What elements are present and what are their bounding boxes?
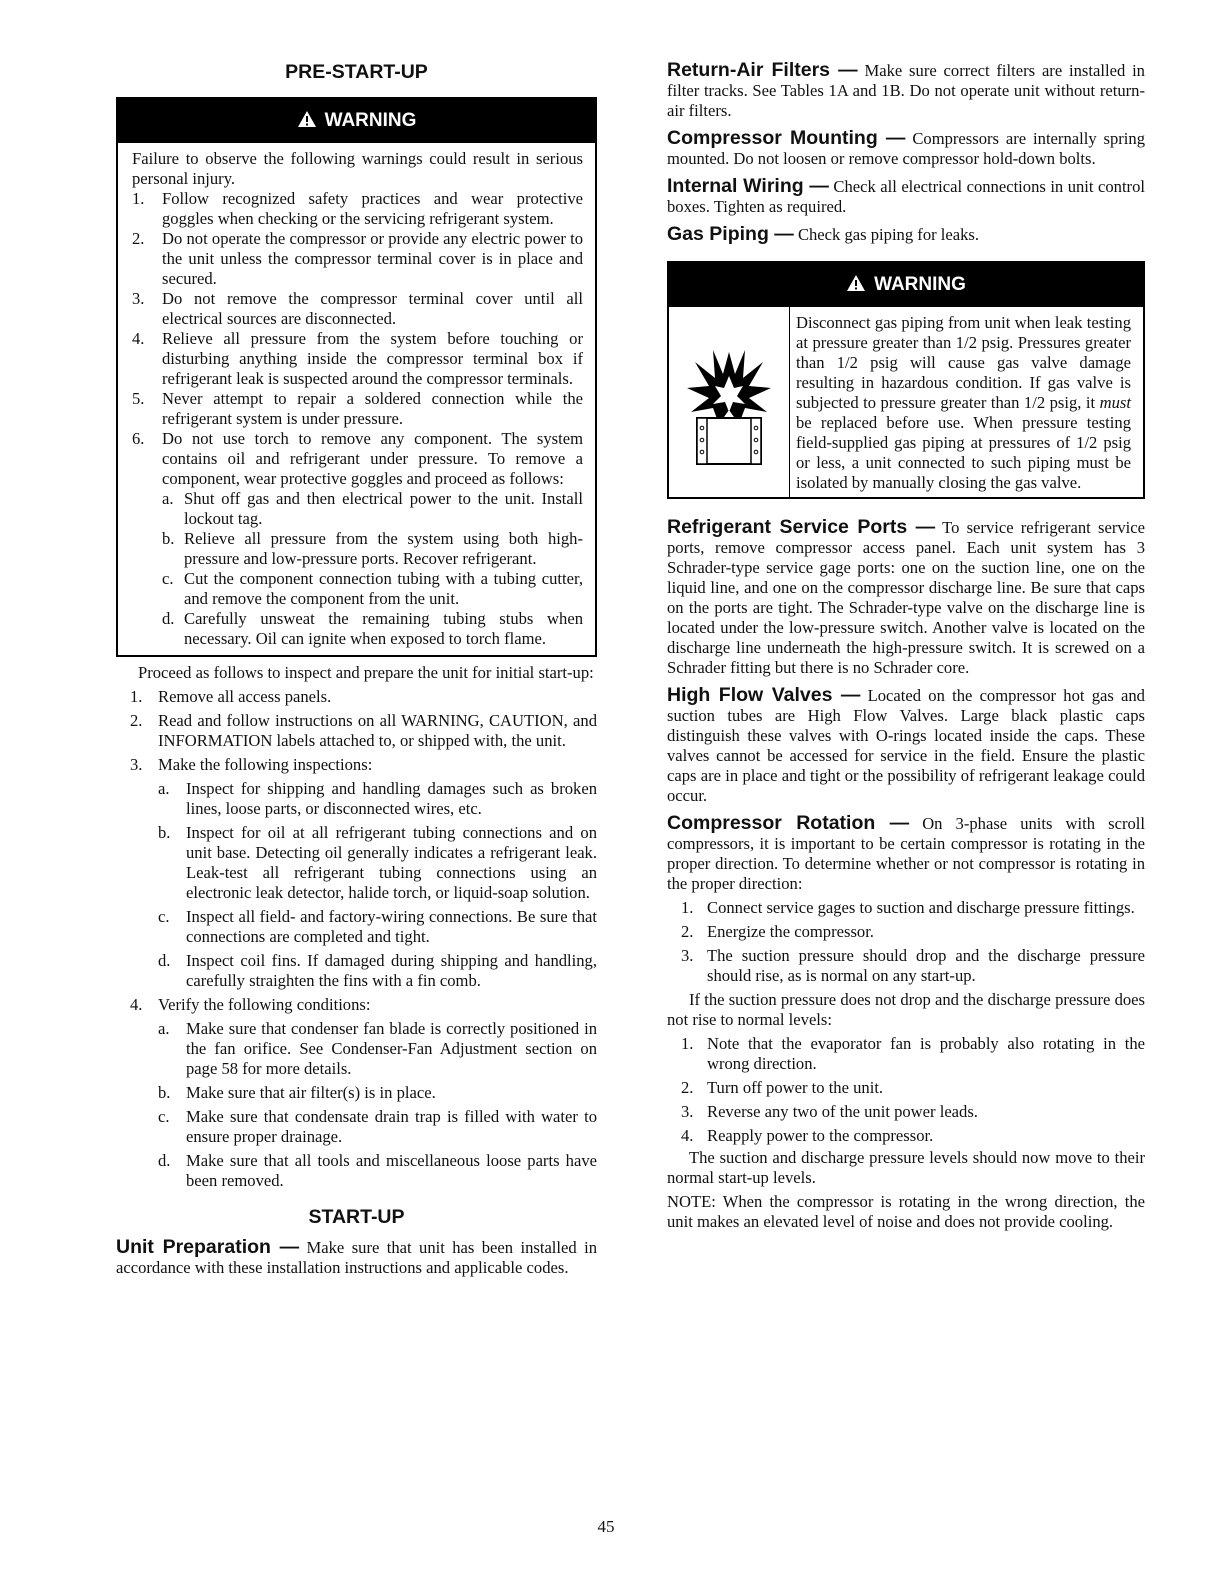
warning-header bbox=[118, 99, 595, 143]
gas-warning-box bbox=[667, 261, 1145, 499]
list-item: 3. Make the following inspections: bbox=[130, 755, 373, 774]
rotation-check-steps bbox=[667, 898, 1145, 986]
list-item: 1. Follow recognized safety practices and wear protective goggles when checking or the servicing refrigerant system. bbox=[132, 189, 583, 228]
compressor-rotation-heading: Compressor Rotation — bbox=[667, 812, 910, 834]
if-text: If the suction pressure does not drop and the discharge pressure does not rise to normal levels: bbox=[667, 990, 1145, 1029]
list-item: 1. Connect service gages to suction and discharge pressure fittings. bbox=[681, 898, 1135, 917]
explosion-hazard-icon bbox=[669, 307, 790, 497]
high-flow-valves-heading: High Flow Valves — bbox=[667, 684, 861, 706]
list-item: d. Carefully unsweat the remaining tubing stubs when necessary. Oil can ignite when exposed to torch flame. bbox=[162, 609, 583, 648]
warning-header-label: WARNING bbox=[324, 110, 417, 131]
gas-piping-section bbox=[667, 224, 1145, 245]
high-flow-valves-section bbox=[667, 685, 1145, 806]
return-air-text: Make sure correct filters are installed in filter tracks. See Tables 1A and 1B. Do not operate unit without return-air filters. bbox=[667, 61, 1145, 120]
rotation-note: NOTE: When the compressor is rotating in the wrong direction, the unit makes an elevated level of noise and does not provide cooling. bbox=[667, 1192, 1145, 1231]
left-column bbox=[116, 60, 597, 1278]
list-item: c. Cut the component connection tubing with a tubing cutter, and remove the component from the unit. bbox=[162, 569, 583, 608]
warning-sublist bbox=[132, 489, 583, 649]
high-flow-valves-text: Located on the compressor hot gas and suction tubes are High Flow Valves. Large black plastic caps distinguish these valves with O-rings located inside the caps. These valves cannot be accessed for service in the field. Ensure the plastic caps are in place and tight or the possibility of refrigerant leakage could occur. bbox=[667, 686, 1145, 805]
warning-intro: Failure to observe the following warnings could result in serious personal injury. bbox=[132, 149, 583, 188]
warning-triangle-icon bbox=[846, 265, 866, 309]
warning-header-label: WARNING bbox=[874, 274, 966, 295]
list-item: 6. Do not use torch to remove any component. The system contains oil and refrigerant under pressure. To remove a component, wear protective goggles and proceed as follows: bbox=[132, 429, 583, 488]
list-item: a. Inspect for shipping and handling damages such as broken lines, loose parts, or disconnected wires, etc. bbox=[158, 779, 597, 818]
unit-preparation-text: Make sure that unit has been installed in accordance with these installation instructions and applicable codes. bbox=[116, 1238, 597, 1277]
list-item: 2. Do not operate the compressor or provide any electric power to the unit unless the compressor terminal cover is in place and secured. bbox=[132, 229, 583, 288]
list-item: 2. Turn off power to the unit. bbox=[681, 1078, 884, 1097]
gas-warning-content bbox=[669, 307, 1143, 497]
internal-wiring-heading: Internal Wiring — bbox=[667, 175, 829, 197]
refrigerant-service-ports-text: To service refrigerant service ports, remove compressor access panel. Each unit system has 3 Schrader-type service gage ports: one on the suction line, one on the liquid line, and one on the compressor discharge line. Be sure that caps on the ports are tight. The Schrader-type valve on the discharge line is located under the low-pressure switch. Another valve is located on the discharge line underneath the high-pressure switch. It is screwed on a Schrader fitting but there is no Schrader core. bbox=[667, 518, 1145, 677]
page-number: 45 bbox=[597, 1517, 615, 1536]
list-item: 3. The suction pressure should drop and the discharge pressure should rise, as is normal on any start-up. bbox=[681, 946, 1145, 985]
warning-list bbox=[132, 189, 583, 489]
list-item: 5. Never attempt to repair a soldered connection while the refrigerant system is under pressure. bbox=[132, 389, 583, 428]
internal-wiring-text: Check all electrical connections in unit control boxes. Tighten as required. bbox=[667, 177, 1145, 216]
warning-header bbox=[669, 263, 1143, 307]
internal-wiring-section bbox=[667, 176, 1145, 217]
compressor-mounting-text: Compressors are internally spring mounted. Do not loosen or remove compressor hold-down bolts. bbox=[667, 129, 1145, 168]
unit-preparation-section bbox=[116, 1237, 597, 1278]
pre-startup-title: PRE-START-UP bbox=[285, 61, 428, 83]
list-item: b. Inspect for oil at all refrigerant tubing connections and on unit base. Detecting oil generally indicates a refrigerant leak. Leak-test all refrigerant tubing connections using an electronic leak detector, halide torch, or liquid-soap solution. bbox=[158, 823, 597, 902]
compressor-mounting-heading: Compressor Mounting — bbox=[667, 127, 906, 149]
list-item: 3. Do not remove the compressor terminal cover until all electrical sources are disconnected. bbox=[132, 289, 583, 328]
gas-piping-heading: Gas Piping — bbox=[667, 223, 794, 245]
unit-preparation-heading: Unit Preparation — bbox=[116, 1236, 300, 1258]
rotation-fix-steps bbox=[667, 1034, 1145, 1146]
warning-box bbox=[116, 97, 597, 657]
list-item: b. Relieve all pressure from the system using both high-pressure and low-pressure ports. Recover refrigerant. bbox=[162, 529, 583, 568]
verify-steps bbox=[116, 995, 597, 1015]
gas-piping-text: Check gas piping for leaks. bbox=[797, 225, 980, 244]
proceed-text: Proceed as follows to inspect and prepare the unit for initial start-up: bbox=[138, 663, 594, 682]
list-item: a. Shut off gas and then electrical power to the unit. Install lockout tag. bbox=[162, 489, 583, 528]
verify-sublist bbox=[116, 1019, 597, 1191]
refrigerant-service-ports-section bbox=[667, 517, 1145, 678]
list-item: d. Make sure that all tools and miscellaneous loose parts have been removed. bbox=[158, 1151, 597, 1190]
return-air-section bbox=[667, 60, 1145, 121]
startup-steps bbox=[116, 687, 597, 775]
list-item: 1. Remove all access panels. bbox=[130, 687, 332, 706]
compressor-mounting-section bbox=[667, 128, 1145, 169]
list-item: d. Inspect coil fins. If damaged during shipping and handling, carefully straighten the fins with a fin comb. bbox=[158, 951, 597, 990]
list-item: a. Make sure that condenser fan blade is correctly positioned in the fan orifice. See Condenser-Fan Adjustment section on page 58 for more details. bbox=[158, 1019, 597, 1078]
list-item: 4. Relieve all pressure from the system before touching or disturbing anything inside the compressor terminal box if refrigerant leak is suspected around the compressor terminals. bbox=[132, 329, 583, 388]
warning-triangle-icon bbox=[297, 101, 317, 145]
list-item: 2. Energize the compressor. bbox=[681, 922, 874, 941]
list-item: 1. Note that the evaporator fan is probably also rotating in the wrong direction. bbox=[681, 1034, 1145, 1073]
list-item: c. Make sure that condensate drain trap is filled with water to ensure proper drainage. bbox=[158, 1107, 597, 1146]
list-item: 2. Read and follow instructions on all WARNING, CAUTION, and INFORMATION labels attached to, or shipped with, the unit. bbox=[130, 711, 597, 750]
right-column bbox=[667, 60, 1145, 1232]
list-item: 4. Verify the following conditions: bbox=[130, 995, 371, 1014]
list-item: 3. Reverse any two of the unit power leads. bbox=[681, 1102, 978, 1121]
list-item: b. Make sure that air filter(s) is in place. bbox=[158, 1083, 436, 1102]
startup-title: START-UP bbox=[308, 1206, 405, 1228]
levels-text: The suction and discharge pressure levels should now move to their normal start-up levels. bbox=[667, 1148, 1145, 1187]
list-item: c. Inspect all field- and factory-wiring connections. Be sure that connections are completed and tight. bbox=[158, 907, 597, 946]
list-item: 4. Reapply power to the compressor. bbox=[681, 1126, 934, 1145]
compressor-rotation-section bbox=[667, 813, 1145, 894]
compressor-rotation-text: On 3-phase units with scroll compressors, it is important to be certain compressor is rotating in the proper direction. To determine whether or not compressor is rotating in the proper direction: bbox=[667, 814, 1145, 893]
refrigerant-service-ports-heading: Refrigerant Service Ports — bbox=[667, 516, 936, 538]
gas-warning-text: Disconnect gas piping from unit when leak testing at pressure greater than 1/2 psig. Pressures greater than 1/2 psig will cause gas valve damage resulting in hazardous condition. If gas valve is subjected to pressure greater than 1/2 psig, it must be replaced before use. When pressure testing field-supplied gas piping at pressures of 1/2 psig or less, a unit connected to such piping must be isolated by manually closing the gas valve. bbox=[796, 313, 1132, 492]
warning-body bbox=[118, 143, 595, 655]
inspection-sublist bbox=[116, 779, 597, 991]
return-air-heading: Return-Air Filters — bbox=[667, 59, 858, 81]
